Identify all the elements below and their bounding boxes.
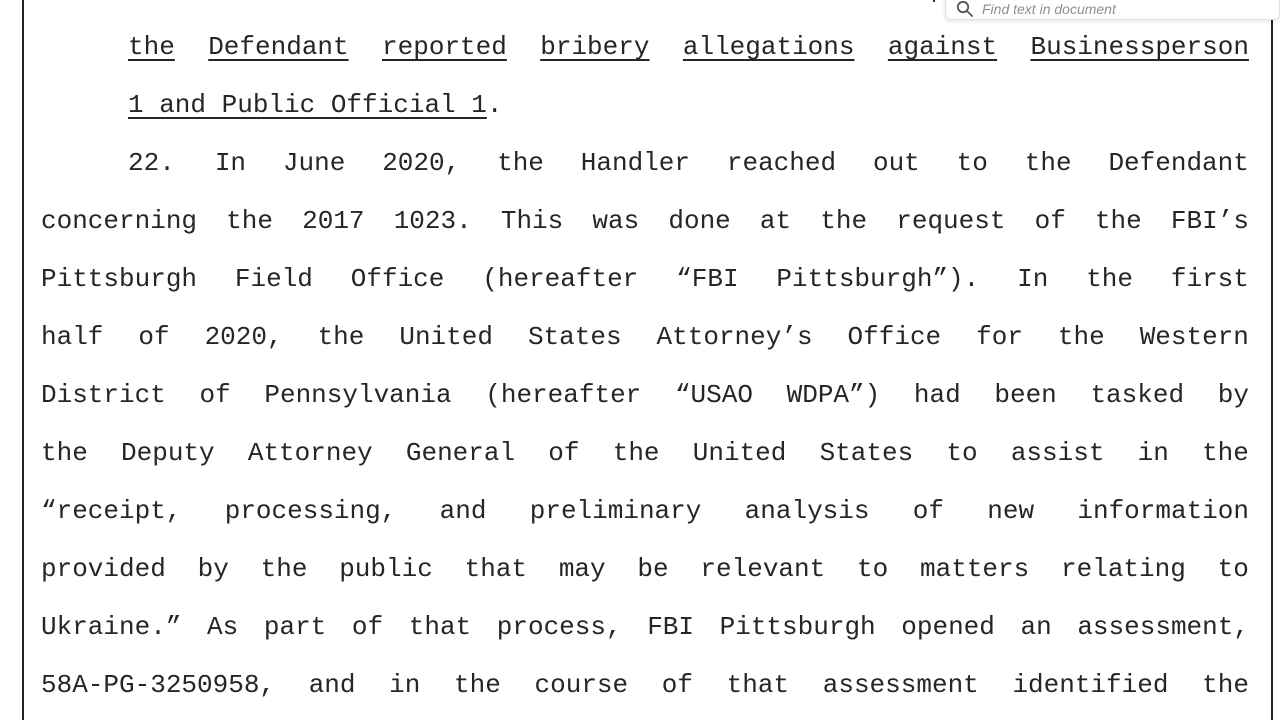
paragraph-22-line-7-word: of [912,496,944,526]
paragraph-22-line-3 [41,264,1249,294]
paragraph-22-line-2-word: FBI’s [1170,206,1249,236]
paragraph-21-line-1-word: Defendant [208,32,349,62]
paragraph-22-number: 22. [128,148,175,178]
paragraph-22-line-6-word: the [41,438,88,468]
paragraph-22-line-9 [41,612,1249,642]
paragraph-22-line-6-word: States [819,438,914,468]
paragraph-22-line-2-word: the [820,206,868,236]
paragraph-22-line-6-word: to [946,438,978,468]
paragraph-22-line-2-word: This [500,206,564,236]
paragraph-22-line-2-word: concerning [41,206,198,236]
paragraph-22-line-10-word: that [726,670,790,700]
previous-line-fragment [933,0,943,2]
paragraph-22-line-4 [41,322,1249,352]
paragraph-22-line-10-word: of [661,670,694,700]
paragraph-22-line-4-word: of [138,322,170,352]
paragraph-22-line-4-word: States [527,322,622,352]
paragraph-22-line-9-word: that [408,612,472,642]
paragraph-22-line-4-word: the [317,322,365,352]
paragraph-22-line-2-word: 1023. [393,206,472,236]
paragraph-22-line-7-word: processing, [224,496,397,526]
paragraph-22-line-10 [41,670,1249,700]
paragraph-22-line-9-word: assessment, [1077,612,1249,642]
paragraph-22-line-5-word: of [199,380,231,410]
paragraph-22-line-10-word: assessment [822,670,979,700]
paragraph-22-line-8-word: may [558,554,606,584]
paragraph-22-line-2 [41,206,1249,236]
paragraph-22-line-4-word: Attorney’s [656,322,813,352]
paragraph-22-line-9-word: FBI [647,612,695,642]
paragraph-22-line-4-word: Office [847,322,942,352]
paragraph-22-line-6-word: assist [1010,438,1105,468]
paragraph-22-line-9-word: Pittsburgh [719,612,876,642]
paragraph-22-line-1-word: out [872,148,920,178]
paragraph-22-line-3-word: In [1017,264,1049,294]
paragraph-22-line-1-word: to [956,148,988,178]
paragraph-22-line-7-word: preliminary [529,496,702,526]
paragraph-22-line-7-word: and [439,496,487,526]
paragraph-22-line-5-word: been [994,380,1057,410]
paragraph-22-line-8-word: by [197,554,229,584]
paragraph-22-line-6-word: General [405,438,516,468]
paragraph-22-line-2-word: of [1034,206,1066,236]
paragraph-22-line-5-word: by [1217,380,1249,410]
paragraph-22-line-1-word: June [282,148,346,178]
paragraph-22-line-9-word: Ukraine.” [41,612,182,642]
paragraph-22-line-8-word: to [857,554,889,584]
paragraph-22-line-2-word: 2017 [302,206,365,236]
paragraph-22-line-5-word: District [41,380,166,410]
paragraph-22-line-3-word: Pittsburgh”). [776,264,980,294]
paragraph-22-line-4-word: United [399,322,493,352]
paragraph-22-line-8-word: relevant [700,554,826,584]
paragraph-22-line-2-word: the [1094,206,1142,236]
paragraph-22-line-1-word: Handler [580,148,690,178]
paragraph-22-line-3-word: the [1086,264,1134,294]
paragraph-22-line-5-word: had [913,380,961,410]
paragraph-22-line-6 [41,438,1249,468]
paragraph-22-line-7-word: new [987,496,1035,526]
paragraph-22-line-10-word: and [308,670,356,700]
paragraph-22-line-7-word: analysis [744,496,870,526]
paragraph-22-line-9-word: opened [901,612,995,642]
paragraph-22-line-4-word: the [1057,322,1105,352]
page-left-border [22,0,24,720]
search-icon [956,0,974,18]
paragraph-22-line-8-word: relating [1061,554,1186,584]
paragraph-22-line-9-word: part [263,612,327,642]
paragraph-22-line-9-word: As [207,612,239,642]
paragraph-22-line-8-word: provided [41,554,166,584]
paragraph-22-line-8-word: the [260,554,308,584]
paragraph-22-line-8-word: public [339,554,433,584]
paragraph-22-line-8-word: be [637,554,669,584]
paragraph-22-line-1-word: In [214,148,247,178]
paragraph-22-line-1-word: Defendant [1108,148,1249,178]
paragraph-22-line-8 [41,554,1249,584]
paragraph-22-line-2-word: was [592,206,640,236]
find-bar[interactable] [945,0,1280,20]
paragraph-22-line-9-word: process, [496,612,622,642]
paragraph-22-line-1-word: 2020, [382,148,461,178]
paragraph-21-line-1-word: the [128,32,175,62]
paragraph-22-line-6-word: of [548,438,580,468]
paragraph-22-line-5-word: “USAO [674,380,753,410]
paragraph-22-line-6-word: the [1202,438,1249,468]
paragraph-22-line-8-word: to [1217,554,1249,584]
paragraph-21-line-1-word: against [887,32,998,62]
paragraph-22-line-3-word: (hereafter [482,264,639,294]
paragraph-22-line-6-word: Attorney [247,438,373,468]
paragraph-22-line-3-word: Office [350,264,445,294]
paragraph-22-line-3-word: first [1170,264,1249,294]
paragraph-22-line-3-word: “FBI [676,264,739,294]
paragraph-22-first-line [128,148,1249,178]
paragraph-21-line-2 [128,90,502,120]
paragraph-22-line-5-word: Pennsylvania [264,380,452,410]
paragraph-22-line-1-word: the [497,148,544,178]
paragraph-22-line-5 [41,380,1249,410]
paragraph-22-line-4-word: Western [1139,322,1249,352]
paragraph-22-line-10-word: course [534,670,629,700]
paragraph-22-line-10-word: identified [1012,670,1169,700]
paragraph-21-line-1-word: bribery [540,32,650,62]
paragraph-22-line-6-word: the [612,438,660,468]
paragraph-22-line-4-word: half [41,322,104,352]
paragraph-22-line-10-word: in [389,670,421,700]
paragraph-22-line-5-word: WDPA”) [786,380,881,410]
paragraph-22-line-8-word: that [464,554,528,584]
paragraph-22-line-1-word: reached [726,148,837,178]
paragraph-22-line-10-word: 58A-PG-3250958, [41,670,276,700]
paragraph-22-line-7-word: information [1077,496,1249,526]
paragraph-21-line-1-word: reported [382,32,507,62]
paragraph-22-line-2-word: request [896,206,1006,236]
paragraph-21-line-1-word: Businessperson [1030,32,1249,62]
paragraph-22-line-10-word: the [454,670,501,700]
paragraph-21-line-1-word: allegations [682,32,855,62]
paragraph-22-line-7-word: “receipt, [41,496,182,526]
paragraph-22-line-1 [215,148,1249,178]
paragraph-22-line-4-word: for [976,322,1023,352]
paragraph-21-period: . [486,90,503,120]
paragraph-22-line-9-word: of [351,612,384,642]
paragraph-22-line-10-word: the [1202,670,1249,700]
paragraph-22-line-1-word: the [1024,148,1072,178]
find-text-input[interactable] [982,1,1242,17]
paragraph-21-line-1 [128,32,1249,62]
paragraph-22-line-3-word: Field [234,264,313,294]
paragraph-22-line-5-word: tasked [1090,380,1185,410]
paragraph-22-line-5-word: (hereafter [485,380,642,410]
paragraph-22-line-7 [41,496,1249,526]
page-right-border [1271,0,1273,720]
paragraph-22-line-9-word: an [1020,612,1052,642]
paragraph-22-line-6-word: United [692,438,787,468]
paragraph-22-line-8-word: matters [920,554,1030,584]
paragraph-22-line-3-word: Pittsburgh [41,264,198,294]
paragraph-22-line-4-word: 2020, [204,322,283,352]
paragraph-22-line-6-word: Deputy [121,438,215,468]
paragraph-22-line-2-word: done [668,206,731,236]
paragraph-22-line-6-word: in [1137,438,1169,468]
paragraph-22-line-2-word: at [759,206,792,236]
paragraph-22-line-2-word: the [226,206,273,236]
paragraph-21-line-2-text: 1 and Public Official 1 [128,90,487,120]
